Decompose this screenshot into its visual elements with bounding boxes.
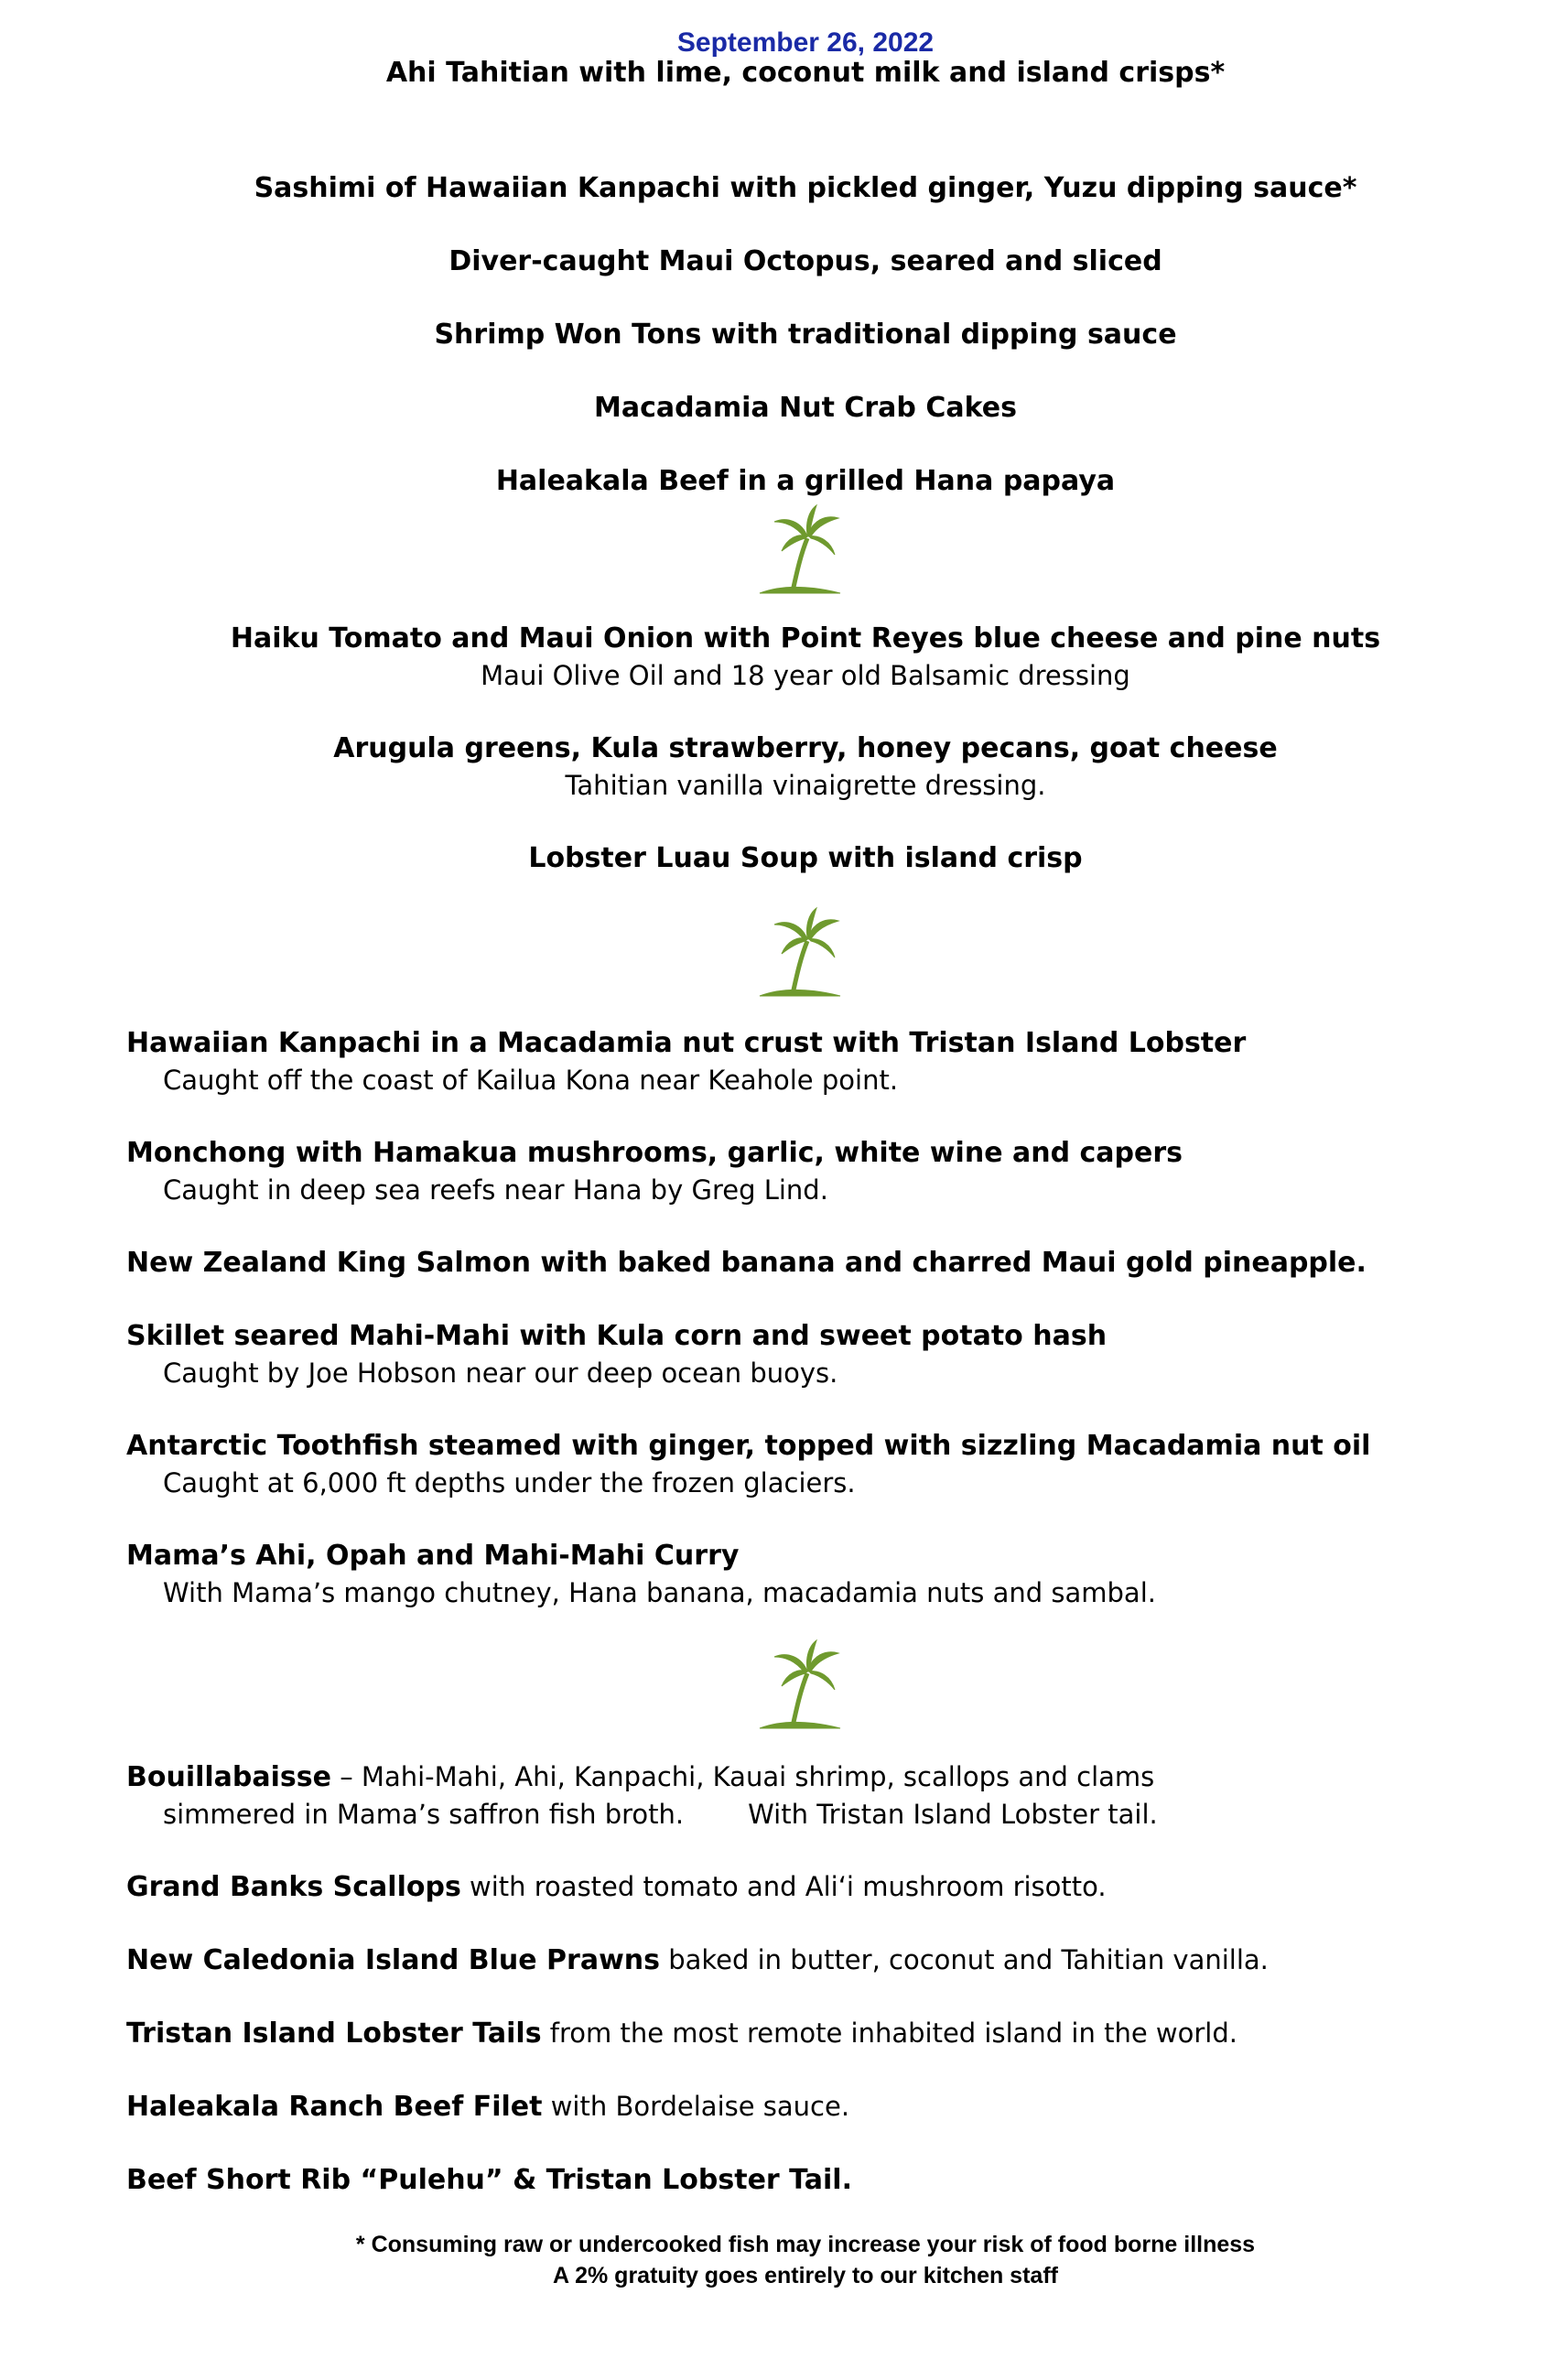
main-item: [126, 2091, 849, 2123]
fish-desc: Caught in deep sea reefs near Hana by Greg Lind.: [163, 1174, 828, 1206]
main-desc-line2: [163, 1799, 1158, 1830]
palm-tree-icon: [756, 904, 843, 1001]
main-desc: with Bordelaise sauce.: [542, 2091, 850, 2122]
appetizer-item: Ahi Tahitian with lime, coconut milk and island crisps*: [385, 57, 1226, 89]
main-title: Tristan Island Lobster Tails: [126, 2018, 542, 2050]
appetizer-item: Diver-caught Maui Octopus, seared and sliced: [448, 245, 1162, 277]
salad-title: Haiku Tomato and Maui Onion with Point Reyes blue cheese and pine nuts: [230, 622, 1381, 654]
salad-title: Arugula greens, Kula strawberry, honey pecans, goat cheese: [333, 732, 1278, 764]
appetizer-item: Shrimp Won Tons with traditional dipping sauce: [434, 319, 1177, 351]
main-title: New Caledonia Island Blue Prawns: [126, 1944, 660, 1976]
main-item: [126, 1944, 1269, 1976]
fish-desc: Caught at 6,000 ft depths under the frozen glaciers.: [163, 1467, 856, 1498]
menu-date: September 26, 2022: [676, 27, 935, 58]
fish-title: Mama’s Ahi, Opah and Mahi-Mahi Curry: [126, 1540, 740, 1572]
footer-gratuity: A 2% gratuity goes entirely to our kitchen staff: [553, 2263, 1058, 2288]
salad-desc: Maui Olive Oil and 18 year old Balsamic dressing: [481, 660, 1130, 691]
fish-desc: Caught off the coast of Kailua Kona near Keahole point.: [163, 1065, 899, 1096]
main-item: [126, 2018, 1237, 2050]
main-desc: – Mahi-Mahi, Ahi, Kanpachi, Kauai shrimp, scallops and clams: [331, 1761, 1155, 1792]
appetizer-item: Macadamia Nut Crab Cakes: [594, 392, 1017, 424]
fish-title: New Zealand King Salmon with baked banana and charred Maui gold pineapple.: [126, 1247, 1367, 1279]
palm-tree-icon: [756, 502, 843, 598]
main-item: [126, 1871, 1107, 1903]
main-desc: With Tristan Island Lobster tail.: [748, 1799, 1158, 1830]
soup-item: Lobster Luau Soup with island crisp: [528, 842, 1083, 874]
fish-title: Monchong with Hamakua mushrooms, garlic, white wine and capers: [126, 1137, 1183, 1169]
fish-title: Hawaiian Kanpachi in a Macadamia nut crust with Tristan Island Lobster: [126, 1027, 1247, 1059]
fish-desc: With Mama’s mango chutney, Hana banana, macadamia nuts and sambal.: [163, 1577, 1156, 1608]
main-desc: baked in butter, coconut and Tahitian vanilla.: [660, 1944, 1269, 1975]
main-desc: with roasted tomato and Ali‘i mushroom risotto.: [460, 1871, 1107, 1902]
appetizer-item: Haleakala Beef in a grilled Hana papaya: [495, 465, 1116, 497]
fish-title: Skillet seared Mahi-Mahi with Kula corn and sweet potato hash: [126, 1320, 1108, 1352]
salad-desc: Tahitian vanilla vinaigrette dressing.: [565, 770, 1046, 801]
main-title: Haleakala Ranch Beef Filet: [126, 2091, 543, 2123]
appetizer-item: Sashimi of Hawaiian Kanpachi with pickled ginger, Yuzu dipping sauce*: [254, 172, 1357, 204]
main-title: Bouillabaisse: [126, 1761, 331, 1793]
fish-desc: Caught by Joe Hobson near our deep ocean buoys.: [163, 1358, 838, 1389]
footer-disclaimer: * Consuming raw or undercooked fish may increase your risk of food borne illness: [355, 2232, 1256, 2257]
main-desc: from the most remote inhabited island in the world.: [541, 2018, 1237, 2049]
palm-tree-icon: [756, 1637, 843, 1733]
main-title: Grand Banks Scallops: [126, 1871, 461, 1903]
fish-title: Antarctic Toothfish steamed with ginger, topped with sizzling Macadamia nut oil: [126, 1430, 1371, 1462]
main-item: [126, 2164, 852, 2196]
main-desc: simmered in Mama’s saffron fish broth.: [163, 1799, 685, 1830]
main-title: Beef Short Rib “Pulehu” & Tristan Lobster Tail.: [126, 2164, 852, 2196]
main-item-bouillabaisse: [126, 1761, 1154, 1793]
